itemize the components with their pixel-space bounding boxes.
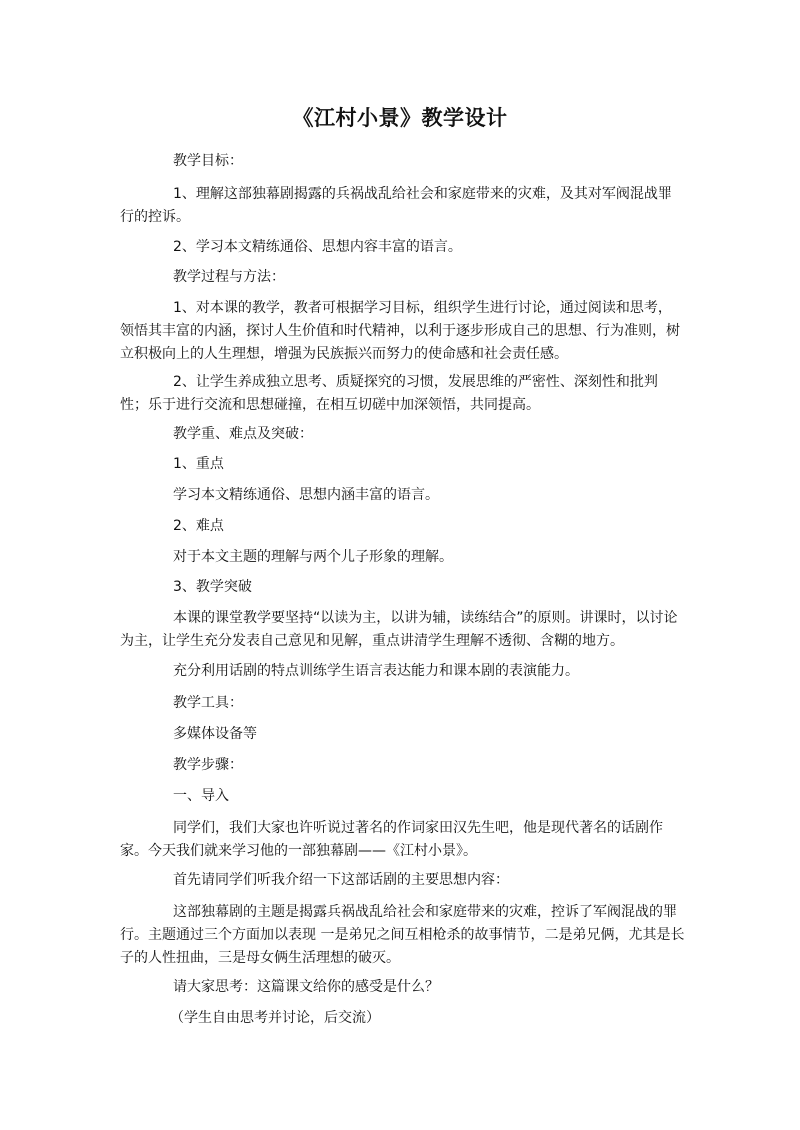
paragraph-goal-2: 2、学习本文精练通俗、思想内容丰富的语言。	[173, 239, 462, 255]
paragraph-question: 请大家思考：这篇课文给你的感受是什么？	[173, 979, 439, 995]
paragraph-step-intro: 一、导入	[173, 788, 229, 804]
paragraph-breakthrough-text: 本课的课堂教学要坚持“以读为主，以讲为辅，读练结合”的原则。讲课时，以讨论为主，让学生充分发表自己意见和见解，重点讲清学生理解不透彻、含糊的地方。	[120, 610, 678, 649]
paragraph-theme-summary: 这部独幕剧的主题是揭露兵祸战乱给社会和家庭带来的灾难，控诉了军阀混战的罪行。主题通过三个方面加以表现 一是弟兄之间互相枪杀的故事情节，二是弟兄俩，尤其是长子的人性扭曲，三是母女俩生活理想的破灭。	[120, 904, 685, 966]
paragraph-key-points-heading: 教学重、难点及突破：	[173, 426, 313, 442]
document-title: 《江村小景》教学设计	[292, 106, 508, 130]
paragraph-drama-practice: 充分利用话剧的特点训练学生语言表达能力和课本剧的表演能力。	[173, 663, 579, 679]
paragraph-teaching-goals-heading: 教学目标：	[173, 153, 243, 169]
paragraph-steps-heading: 教学步骤：	[173, 757, 243, 773]
paragraph-key-point-label: 1、重点	[173, 456, 224, 472]
paragraph-goal-1: 1、理解这部独幕剧揭露的兵祸战乱给社会和家庭带来的灾难，及其对军阀混战罪行的控诉。	[120, 186, 672, 225]
paragraph-difficulty-text: 对于本文主题的理解与两个儿子形象的理解。	[173, 549, 453, 565]
paragraph-intro-text: 同学们，我们大家也许听说过著名的作词家田汉先生吧，他是现代著名的话剧作家。今天我们就来学习他的一部独幕剧——《江村小景》。	[120, 820, 663, 859]
paragraph-process-1: 1、对本课的教学，教者可根据学习目标，组织学生进行讨论，通过阅读和思考，领悟其丰富的内涵，探讨人生价值和时代精神，以利于逐步形成自己的思想、行为准则，树立积极向上的人生理想，增强为民族振兴而努力的使命感和社会责任感。	[120, 300, 680, 362]
paragraph-student-activity: （学生自由思考并讨论，后交流）	[170, 1010, 380, 1026]
paragraph-content-intro: 首先请同学们听我介绍一下这部话剧的主要思想内容：	[173, 872, 509, 888]
paragraph-difficulty-label: 2、难点	[173, 518, 224, 534]
paragraph-tools-text: 多媒体设备等	[173, 726, 257, 742]
paragraph-process-2: 2、让学生养成独立思考、质疑探究的习惯，发展思维的严密性、深刻性和批判性；乐于进行交流和思想碰撞，在相互切磋中加深领悟，共同提高。	[120, 374, 658, 413]
paragraph-process-heading: 教学过程与方法：	[173, 269, 285, 285]
paragraph-key-point-text: 学习本文精练通俗、思想内涵丰富的语言。	[173, 487, 439, 503]
paragraph-tools-heading: 教学工具：	[173, 695, 243, 711]
paragraph-breakthrough-label: 3、教学突破	[173, 579, 252, 595]
